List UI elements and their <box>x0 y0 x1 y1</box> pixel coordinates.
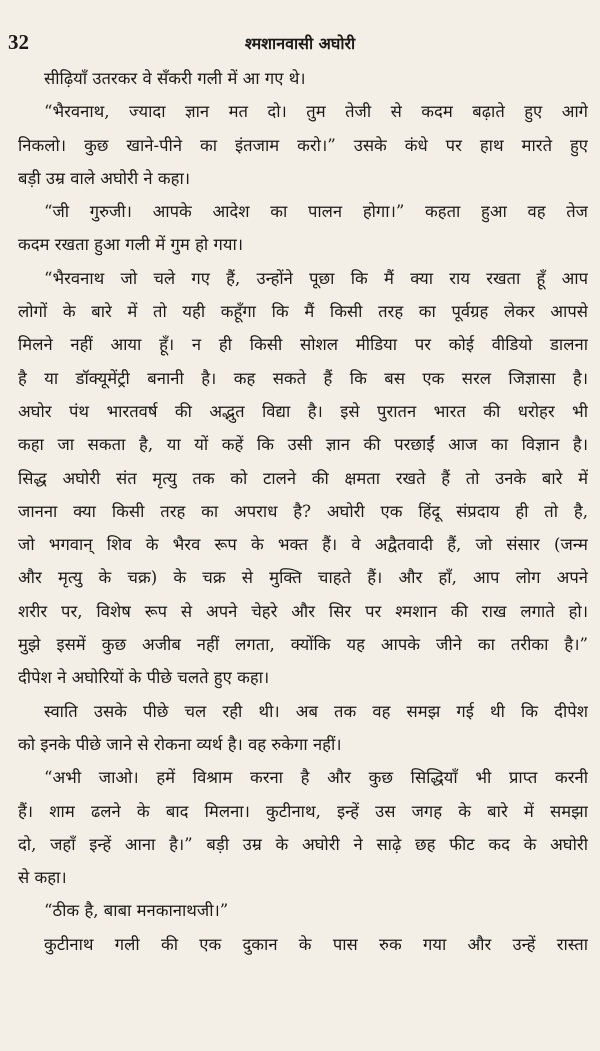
text-line: अघोर पंथ भारतवर्ष की अद्भुत विद्या है। इसे पुरातन भारत की धरोहर भी <box>18 401 588 421</box>
page-number: 32 <box>8 30 29 54</box>
body-text <box>18 62 588 961</box>
text-line: शरीर पर, विशेष रूप से अपने चेहरे और सिर पर श्मशान की राख लगाते हो। <box>18 601 588 621</box>
text-line: जो भगवान् शिव के भैरव रूप के भक्त हैं। वे अद्वैतवादी हैं, जो संसार (जन्म <box>18 535 588 555</box>
text-line: हैं। शाम ढलने के बाद मिलना। कुटीनाथ, इन्हें उस जगह के बारे में समझा <box>18 801 588 821</box>
text-line: “जी गुरुजी। आपके आदेश का पालन होगा।” कहता हुआ वह तेज <box>44 202 588 222</box>
text-line: जानना क्या किसी तरह का अपराध है? अघोरी एक हिंदू संप्रदाय ही तो है, <box>18 501 588 521</box>
text-line: मुझे इसमें कुछ अजीब नहीं लगता, क्योंकि यह आपके जीने का तरीका है।” <box>18 635 588 655</box>
page-header <box>0 30 600 60</box>
text-line: सीढ़ियाँ उतरकर वे सँकरी गली में आ गए थे। <box>44 69 306 88</box>
text-line: और मृत्यु के चक्र) के चक्र से मुक्ति चाहते हैं। और हाँ, आप लोग अपने <box>18 568 588 588</box>
text-line: स्वाति उसके पीछे चल रही थी। अब तक वह समझ गई थी कि दीपेश <box>44 701 588 721</box>
text-line: कहा जा सकता है, या यों कहें कि उसी ज्ञान की परछाईं आज का विज्ञान है। <box>18 435 588 455</box>
text-line: है या डॉक्यूमेंट्री बनानी है। कह सकते हैं कि बस एक सरल जिज्ञासा है। <box>18 368 588 388</box>
text-line: दीपेश ने अघोरियों के पीछे चलते हुए कहा। <box>18 668 270 688</box>
text-line: को इनके पीछे जाने से रोकना व्यर्थ है। वह रुकेगा नहीं। <box>18 734 342 754</box>
text-line: “भैरवनाथ, ज्यादा ज्ञान मत दो। तुम तेजी से कदम बढ़ाते हुए आगे <box>44 102 588 122</box>
text-line: बड़ी उम्र वाले अघोरी ने कहा। <box>18 168 191 188</box>
text-line: कुटीनाथ गली की एक दुकान के पास रुक गया और उन्हें रास्ता <box>44 934 588 954</box>
text-line: से कहा। <box>18 868 67 888</box>
text-line: लोगों के बारे में तो यही कहूँगा कि मैं किसी तरह का पूर्वग्रह लेकर आपसे <box>18 302 588 322</box>
text-line: सिद्ध अघोरी संत मृत्यु तक को टालने की क्षमता रखते हैं तो उनके बारे में <box>18 468 588 488</box>
running-title: श्मशानवासी अघोरी <box>244 34 356 53</box>
text-line: “ठीक है, बाबा मनकानाथजी।” <box>44 901 229 921</box>
text-line: दो, जहाँ इन्हें आना है।” बड़ी उम्र के अघोरी ने साढ़े छह फीट कद के अघोरी <box>18 834 588 854</box>
text-line: निकलो। कुछ खाने-पीने का इंतजाम करो।” उसके कंधे पर हाथ मारते हुए <box>18 135 588 155</box>
text-line: मिलने नहीं आया हूँ। न ही किसी सोशल मीडिया पर कोई वीडियो डालना <box>18 335 588 355</box>
text-line: कदम रखता हुआ गली में गुम हो गया। <box>18 235 244 255</box>
text-line: “अभी जाओ। हमें विश्राम करना है और कुछ सिद्धियाँ भी प्राप्त करनी <box>44 768 588 788</box>
text-line: “भैरवनाथ जो चले गए हैं, उन्होंने पूछा कि मैं क्या राय रखता हूँ आप <box>44 268 588 288</box>
